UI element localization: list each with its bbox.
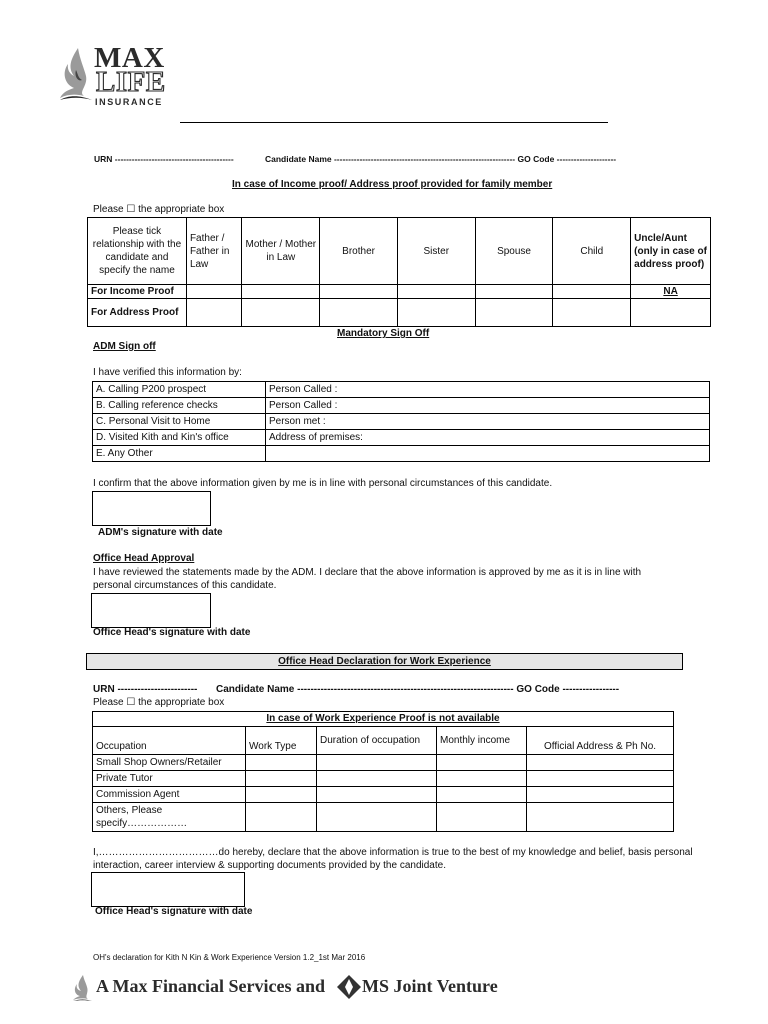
adm-signature-label: ADM's signature with date	[98, 527, 223, 538]
table-row	[93, 414, 710, 430]
family-table	[87, 217, 711, 327]
input-cell[interactable]	[437, 771, 527, 787]
office-head-statement: I have reviewed the statements made by the ADM. I declare that the above information is approved by me as it is in line with personal circumstances of this candidate.	[93, 567, 642, 591]
banner-text: Office Head Declaration for Work Experience	[278, 656, 491, 667]
checkbox-cell[interactable]	[397, 299, 475, 327]
table-header-cell: Sister	[397, 218, 475, 285]
input-cell[interactable]	[317, 755, 437, 771]
detail-cell[interactable]: Address of premises:	[266, 430, 710, 446]
table-header-cell: Work Type	[246, 727, 317, 755]
checkbox-cell[interactable]	[475, 299, 553, 327]
work-signature-box[interactable]	[91, 872, 245, 907]
work-urn-field: URN ------------------------	[93, 684, 198, 695]
adm-signature-box[interactable]	[92, 491, 211, 526]
checkbox-cell[interactable]	[475, 285, 553, 299]
logo-text-life: LIFE	[96, 66, 166, 98]
work-please-tick-text: Please ☐ the appropriate box	[93, 697, 225, 708]
table-row	[93, 398, 710, 414]
input-cell[interactable]	[437, 787, 527, 803]
input-cell[interactable]	[246, 803, 317, 832]
work-declaration-text: I,………………………………do hereby, declare that the above information is true to the best of my knowledge and belief, basis personal interaction, career interview & supporting documents provided by the candidate.	[93, 847, 693, 871]
candidate-name-field: Candidate Name ---------------------------------------------------------------- GO Code ---------------------	[265, 154, 617, 164]
logo-text-insurance: INSURANCE	[95, 97, 163, 107]
header-divider	[180, 122, 608, 123]
input-cell[interactable]	[527, 787, 674, 803]
input-cell[interactable]	[527, 803, 674, 832]
detail-cell[interactable]: Person met :	[266, 414, 710, 430]
logo-text-max: MAX	[94, 42, 165, 74]
oh-signature-label: Office Head's signature with date	[93, 627, 251, 638]
verified-text: I have verified this information by:	[93, 367, 242, 378]
input-cell[interactable]	[317, 803, 437, 832]
table-header-cell: Child	[553, 218, 631, 285]
flame-logo-icon	[58, 46, 98, 106]
detail-cell[interactable]: Person Called :	[266, 382, 710, 398]
table-row	[88, 299, 711, 327]
table-header-cell: Spouse	[475, 218, 553, 285]
footer-brand	[72, 972, 512, 1002]
adm-confirm-text: I confirm that the above information given by me is in line with personal circumstances of this candidate.	[93, 478, 553, 489]
occupation-cell: Others, Please specify………………	[93, 803, 246, 832]
table-row	[93, 727, 674, 755]
checkbox-cell[interactable]	[397, 285, 475, 299]
row-label-address: For Address Proof	[88, 299, 187, 327]
occupation-cell: Small Shop Owners/Retailer	[93, 755, 246, 771]
input-cell[interactable]	[437, 803, 527, 832]
detail-cell[interactable]: Person Called :	[266, 398, 710, 414]
na-cell: NA	[631, 285, 711, 299]
input-cell[interactable]	[246, 787, 317, 803]
family-section-title: In case of Income proof/ Address proof provided for family member	[232, 179, 553, 190]
oh-signature-box[interactable]	[91, 593, 211, 628]
method-cell: C. Personal Visit to Home	[93, 414, 266, 430]
footer-brand-text-1: A Max Financial Services and	[96, 976, 325, 996]
checkbox-cell[interactable]	[242, 285, 320, 299]
checkbox-cell[interactable]	[186, 299, 242, 327]
input-cell[interactable]	[527, 755, 674, 771]
table-row	[93, 755, 674, 771]
checkbox-cell[interactable]	[320, 299, 398, 327]
checkbox-cell[interactable]	[242, 299, 320, 327]
table-row	[93, 787, 674, 803]
table-header-cell: Please tick relationship with the candidate and specify the name	[88, 218, 187, 285]
company-logo	[58, 42, 168, 112]
input-cell[interactable]	[246, 755, 317, 771]
table-row	[93, 771, 674, 787]
footer-version: OH's declaration for Kith N Kin & Work Experience Version 1.2_1st Mar 2016	[93, 953, 366, 962]
table-row	[88, 285, 711, 299]
table-header-cell: Official Address & Ph No.	[527, 727, 674, 755]
checkbox-cell[interactable]	[320, 285, 398, 299]
adm-sign-off-title: ADM Sign off	[93, 341, 156, 352]
row-label-income: For Income Proof	[88, 285, 187, 299]
table-row	[93, 430, 710, 446]
method-cell: A. Calling P200 prospect	[93, 382, 266, 398]
table-row	[93, 712, 674, 727]
office-head-approval-title: Office Head Approval	[93, 553, 195, 564]
method-cell: B. Calling reference checks	[93, 398, 266, 414]
table-header-cell: Occupation	[93, 727, 246, 755]
checkbox-cell[interactable]	[631, 299, 711, 327]
input-cell[interactable]	[246, 771, 317, 787]
table-header-cell: Father / Father in Law	[186, 218, 242, 285]
table-header-cell: Monthly income	[437, 727, 527, 755]
urn-field: URN ------------------------------------------	[94, 154, 234, 164]
work-candidate-name-field: Candidate Name ----------------------------------------------------------------- GO Code -----------------	[216, 684, 620, 695]
table-header-cell: Duration of occupation	[317, 727, 437, 755]
diamond-logo-icon	[336, 974, 362, 1000]
adm-verification-table	[92, 381, 710, 462]
input-cell[interactable]	[317, 787, 437, 803]
method-cell: D. Visited Kith and Kin's office	[93, 430, 266, 446]
input-cell[interactable]	[317, 771, 437, 787]
footer-brand-text-2: MS Joint Venture	[362, 976, 498, 996]
flame-logo-icon	[72, 974, 94, 1002]
please-tick-text: Please ☐ the appropriate box	[93, 204, 225, 215]
work-signature-label: Office Head's signature with date	[95, 906, 253, 917]
checkbox-cell[interactable]	[186, 285, 242, 299]
mandatory-sign-off: Mandatory Sign Off	[337, 328, 430, 339]
occupation-cell: Private Tutor	[93, 771, 246, 787]
checkbox-cell[interactable]	[553, 299, 631, 327]
input-cell[interactable]	[527, 771, 674, 787]
work-table-title: In case of Work Experience Proof is not available	[93, 712, 674, 727]
table-header-cell: Brother	[320, 218, 398, 285]
table-row	[88, 218, 711, 285]
input-cell[interactable]	[437, 755, 527, 771]
method-cell: E. Any Other	[93, 446, 266, 462]
checkbox-cell[interactable]	[553, 285, 631, 299]
table-header-cell: Uncle/Aunt (only in case of address proof)	[631, 218, 711, 285]
table-row	[93, 446, 710, 462]
work-experience-table	[92, 711, 674, 832]
table-row	[93, 382, 710, 398]
occupation-cell: Commission Agent	[93, 787, 246, 803]
table-row	[93, 803, 674, 832]
work-experience-banner	[86, 653, 683, 670]
table-header-cell: Mother / Mother in Law	[242, 218, 320, 285]
detail-cell[interactable]	[266, 446, 710, 462]
